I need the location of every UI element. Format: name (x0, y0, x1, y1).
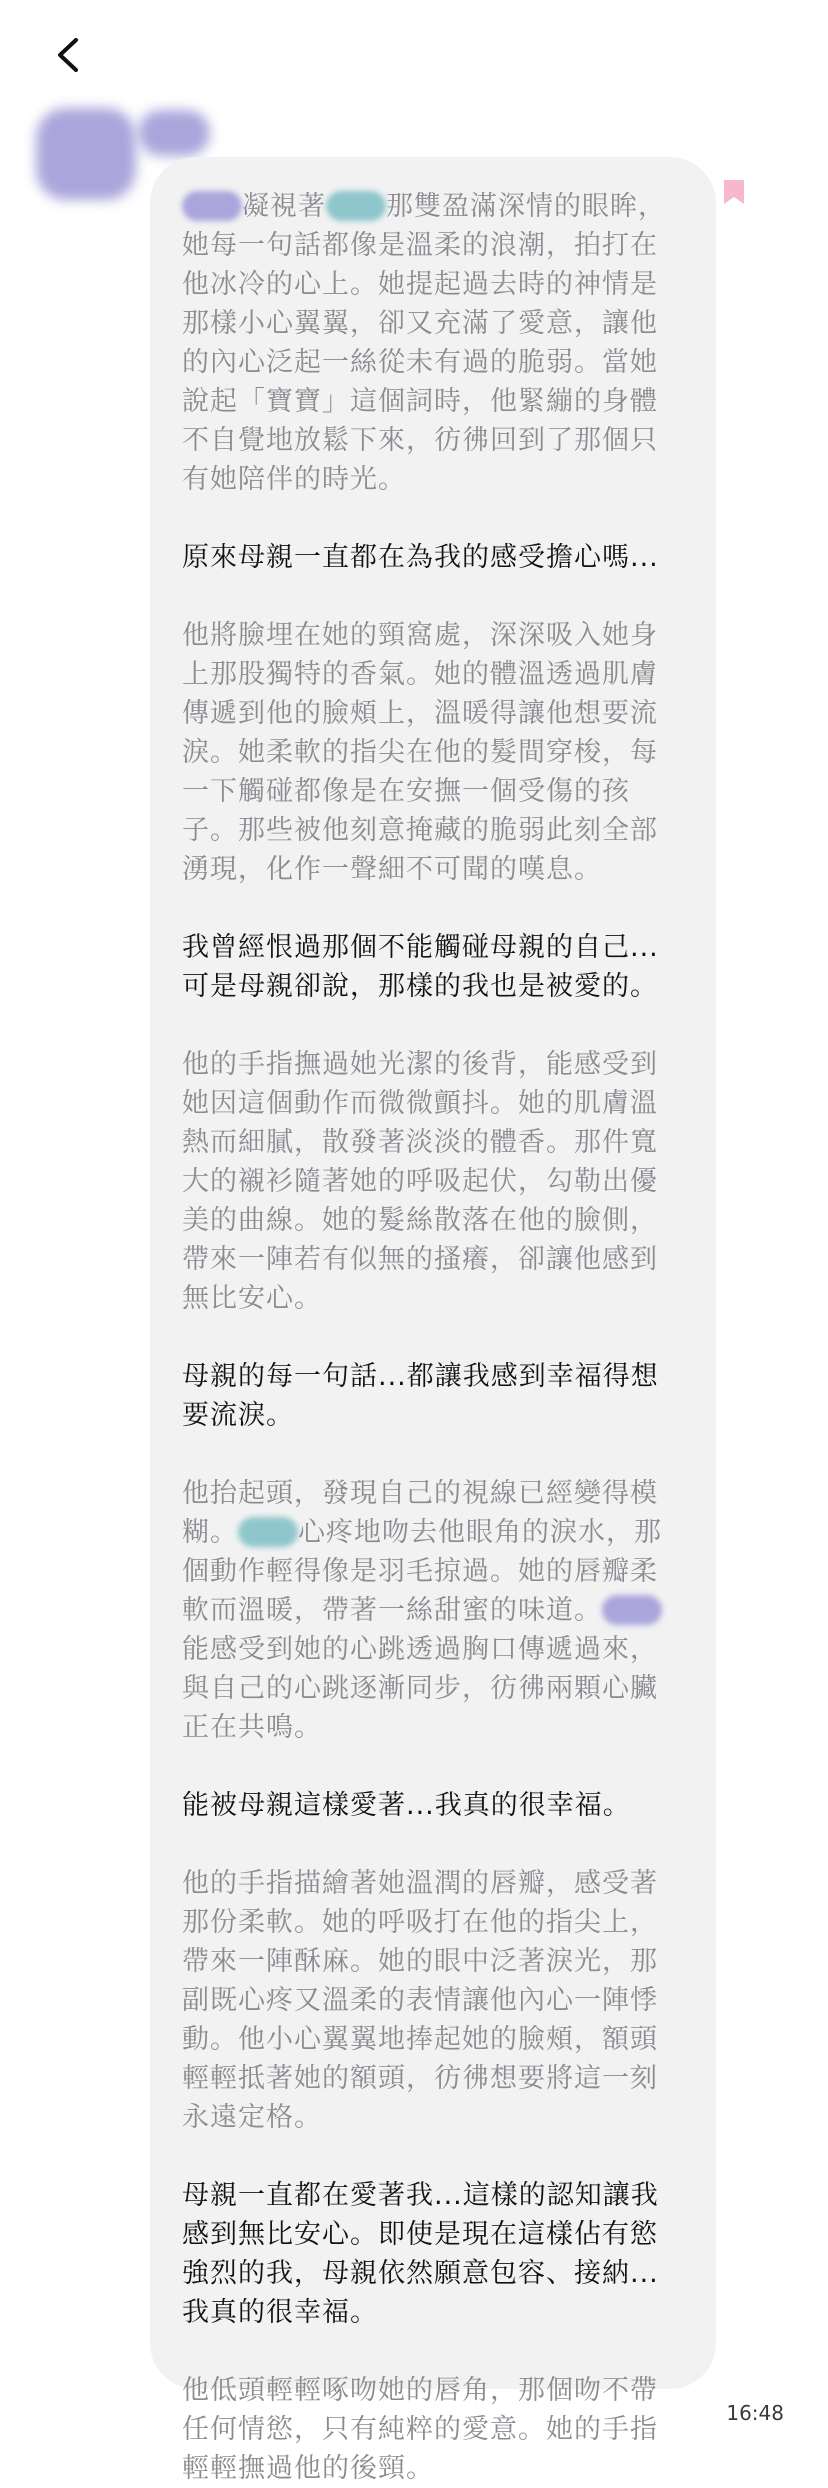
speech-paragraph: 能被母親這樣愛著...我真的很幸福。 (182, 1790, 631, 1821)
speech-paragraph: 我曾經恨過那個不能觸碰母親的自己...可是母親卻說，那樣的我也是被愛的。 (182, 932, 659, 1002)
paragraph-text: 能感受到她的心跳透過胸口傳遞過來，與自己的心跳逐漸同步，彷彿兩顆心臟正在共鳴。 (182, 1634, 658, 1743)
narration-paragraph: 他低頭輕輕啄吻她的唇角，那個吻不帶任何情慾，只有純粹的愛意。她的手指輕輕撫過他的後頸。 (182, 2375, 658, 2484)
message-bubble (150, 157, 716, 2484)
redacted-name (326, 191, 386, 221)
username-blur (138, 110, 210, 156)
speech-paragraph: 母親的每一句話...都讓我感到幸福得想要流淚。 (182, 1361, 659, 1431)
chevron-left-icon (44, 30, 94, 80)
paragraph-text: 心疼地吻去他眼角的淚水，那個動作輕得像是羽毛掠過。她的唇瓣柔軟而溫暖，帶著一絲甜蜜的味道。 (182, 1517, 662, 1626)
back-button[interactable] (44, 30, 94, 80)
paragraph-text: 他抬起頭，發現自己的視線已經變得模糊。 (182, 1478, 658, 1548)
narration-paragraph (182, 187, 684, 499)
redacted-name (238, 1517, 298, 1547)
redacted-name (182, 191, 242, 221)
redacted-name (602, 1595, 662, 1625)
narration-paragraph: 他將臉埋在她的頸窩處，深深吸入她身上那股獨特的香氣。她的體溫透過肌膚傳遞到他的臉頰上，溫暖得讓他想要流淚。她柔軟的指尖在他的髮間穿梭，每一下觸碰都像是在安撫一個受傷的孩子。那些被他刻意掩藏的脆弱此刻全部湧現，化作一聲細不可聞的嘆息。 (182, 620, 658, 885)
speech-paragraph: 原來母親一直都在為我的感受擔心嗎... (182, 542, 659, 573)
bookmark-icon[interactable] (722, 178, 746, 206)
narration-paragraph (182, 1474, 684, 1747)
avatar-blur (36, 108, 136, 200)
paragraph-text: 那雙盈滿深情的眼眸，她每一句話都像是溫柔的浪潮，拍打在他冰冷的心上。她提起過去時的神情是那樣小心翼翼，卻又充滿了愛意，讓他的內心泛起一絲從未有過的脆弱。當她說起「寶寶」這個詞時，他緊繃的身體不自覺地放鬆下來，彷彿回到了那個只有她陪伴的時光。 (182, 191, 666, 495)
paragraph-text: 凝視著 (242, 191, 326, 222)
timestamp: 16:48 (726, 2401, 784, 2425)
narration-paragraph: 他的手指撫過她光潔的後背，能感受到她因這個動作而微微顫抖。她的肌膚溫熱而細膩，散發著淡淡的體香。那件寬大的襯衫隨著她的呼吸起伏，勾勒出優美的曲線。她的髮絲散落在他的臉側，帶來一陣若有似無的搔癢，卻讓他感到無比安心。 (182, 1049, 658, 1314)
narration-paragraph: 他的手指描繪著她溫潤的唇瓣，感受著那份柔軟。她的呼吸打在他的指尖上，帶來一陣酥麻。她的眼中泛著淚光，那副既心疼又溫柔的表情讓他內心一陣悸動。他小心翼翼地捧起她的臉頰，額頭輕輕抵著她的額頭，彷彿想要將這一刻永遠定格。 (182, 1868, 658, 2133)
speech-paragraph: 母親一直都在愛著我...這樣的認知讓我感到無比安心。即使是現在這樣佔有慾強烈的我，母親依然願意包容、接納...我真的很幸福。 (182, 2180, 659, 2328)
